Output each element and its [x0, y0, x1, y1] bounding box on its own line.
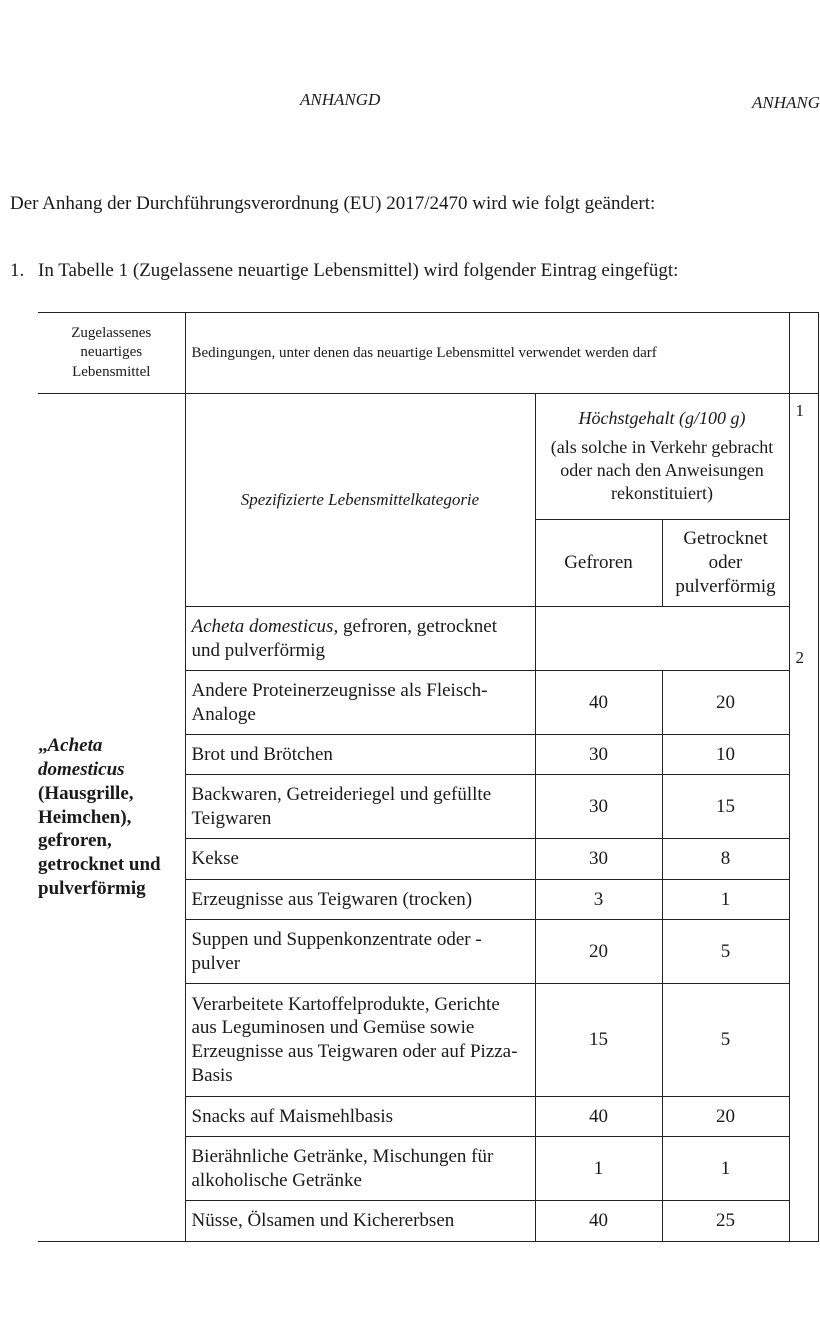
category-cell: Snacks auf Maismehlbasis [185, 1097, 535, 1137]
frozen-value: 3 [535, 880, 662, 920]
list-item-1 [10, 260, 678, 282]
subheader-row [38, 394, 818, 520]
dried-value: 1 [662, 880, 789, 920]
frozen-value: 15 [535, 984, 662, 1097]
edge-mark-2: 2 [795, 648, 805, 667]
dried-value: 5 [662, 984, 789, 1097]
header-novel-food: Zugelassenes neuartiges Lebensmittel [38, 313, 185, 394]
category-cell: Brot und Brötchen [185, 735, 535, 775]
food-name-latin: Acheta domesticus [38, 735, 125, 781]
novel-food-table-wrapper [38, 312, 805, 1242]
table-header-row [38, 313, 818, 394]
dried-value: 1 [662, 1137, 789, 1201]
category-cell: Suppen und Suppenkonzentrate oder -pulver [185, 920, 535, 984]
header-frozen: Gefroren [535, 520, 662, 607]
frozen-value: 20 [535, 920, 662, 984]
dried-value: 8 [662, 839, 789, 880]
category-cell: Backwaren, Getreideriegel und gefüllte Teigwaren [185, 775, 535, 839]
frozen-value: 40 [535, 1201, 662, 1242]
species-empty-cell [535, 607, 789, 671]
category-cell: Nüsse, Ölsamen und Kichererbsen [185, 1201, 535, 1242]
category-cell: Kekse [185, 839, 535, 880]
annex-heading-right: ANHANG [752, 93, 820, 112]
list-item-number: 1. [10, 260, 25, 281]
frozen-value: 40 [535, 1097, 662, 1137]
category-cell: Bierähnliche Getränke, Mischungen für alkoholische Getränke [185, 1137, 535, 1201]
dried-value: 20 [662, 671, 789, 735]
food-name-rest: (Hausgrille, Heimchen), gefroren, getrocknet und pulverförmig [38, 782, 161, 899]
dried-value: 5 [662, 920, 789, 984]
category-cell: Verarbeitete Kartoffelprodukte, Gerichte aus Leguminosen und Gemüse sowie Erzeugnisse aus Teigwaren oder auf Pizza-Basis [185, 984, 535, 1097]
novel-food-table [38, 312, 819, 1242]
frozen-value: 1 [535, 1137, 662, 1201]
header-max-content [535, 394, 789, 520]
header-category: Spezifizierte Lebensmittelkategorie [185, 394, 535, 607]
intro-text: Der Anhang der Durchführungsverordnung (EU) 2017/2470 wird wie folgt geändert: [10, 193, 656, 214]
frozen-value: 30 [535, 839, 662, 880]
max-content-title: Höchstgehalt (g/100 g) [578, 408, 746, 429]
frozen-value: 30 [535, 775, 662, 839]
dried-value: 15 [662, 775, 789, 839]
dried-value: 10 [662, 735, 789, 775]
header-cut-cell [789, 313, 818, 394]
frozen-value: 40 [535, 671, 662, 735]
dried-value: 25 [662, 1201, 789, 1242]
annex-heading: ANHANGD [300, 90, 381, 109]
category-cell: Erzeugnisse aus Teigwaren (trocken) [185, 880, 535, 920]
list-item-text: In Tabelle 1 (Zugelassene neuartige Lebensmittel) wird folgender Eintrag eingefügt: [38, 260, 679, 281]
category-cell: Andere Proteinerzeugnisse als Fleisch-Analoge [185, 671, 535, 735]
header-conditions: Bedingungen, unter denen das neuartige Lebensmittel verwendet werden darf [185, 313, 789, 394]
species-latin: Acheta domesticus [191, 615, 334, 637]
cut-off-column [789, 394, 818, 1242]
species-rest: , gefroren, getrocknet und pulverförmig [191, 615, 497, 661]
species-cell [185, 607, 535, 671]
edge-mark-1: 1 [795, 401, 805, 420]
header-dried: Getrocknet oder pulverförmig [662, 520, 789, 607]
food-name-cell [38, 394, 185, 1242]
food-quote: „ [38, 735, 48, 757]
dried-value: 20 [662, 1097, 789, 1137]
frozen-value: 30 [535, 735, 662, 775]
max-content-note: (als solche in Verkehr gebracht oder nach den Anweisungen rekonstituiert) [550, 436, 774, 504]
